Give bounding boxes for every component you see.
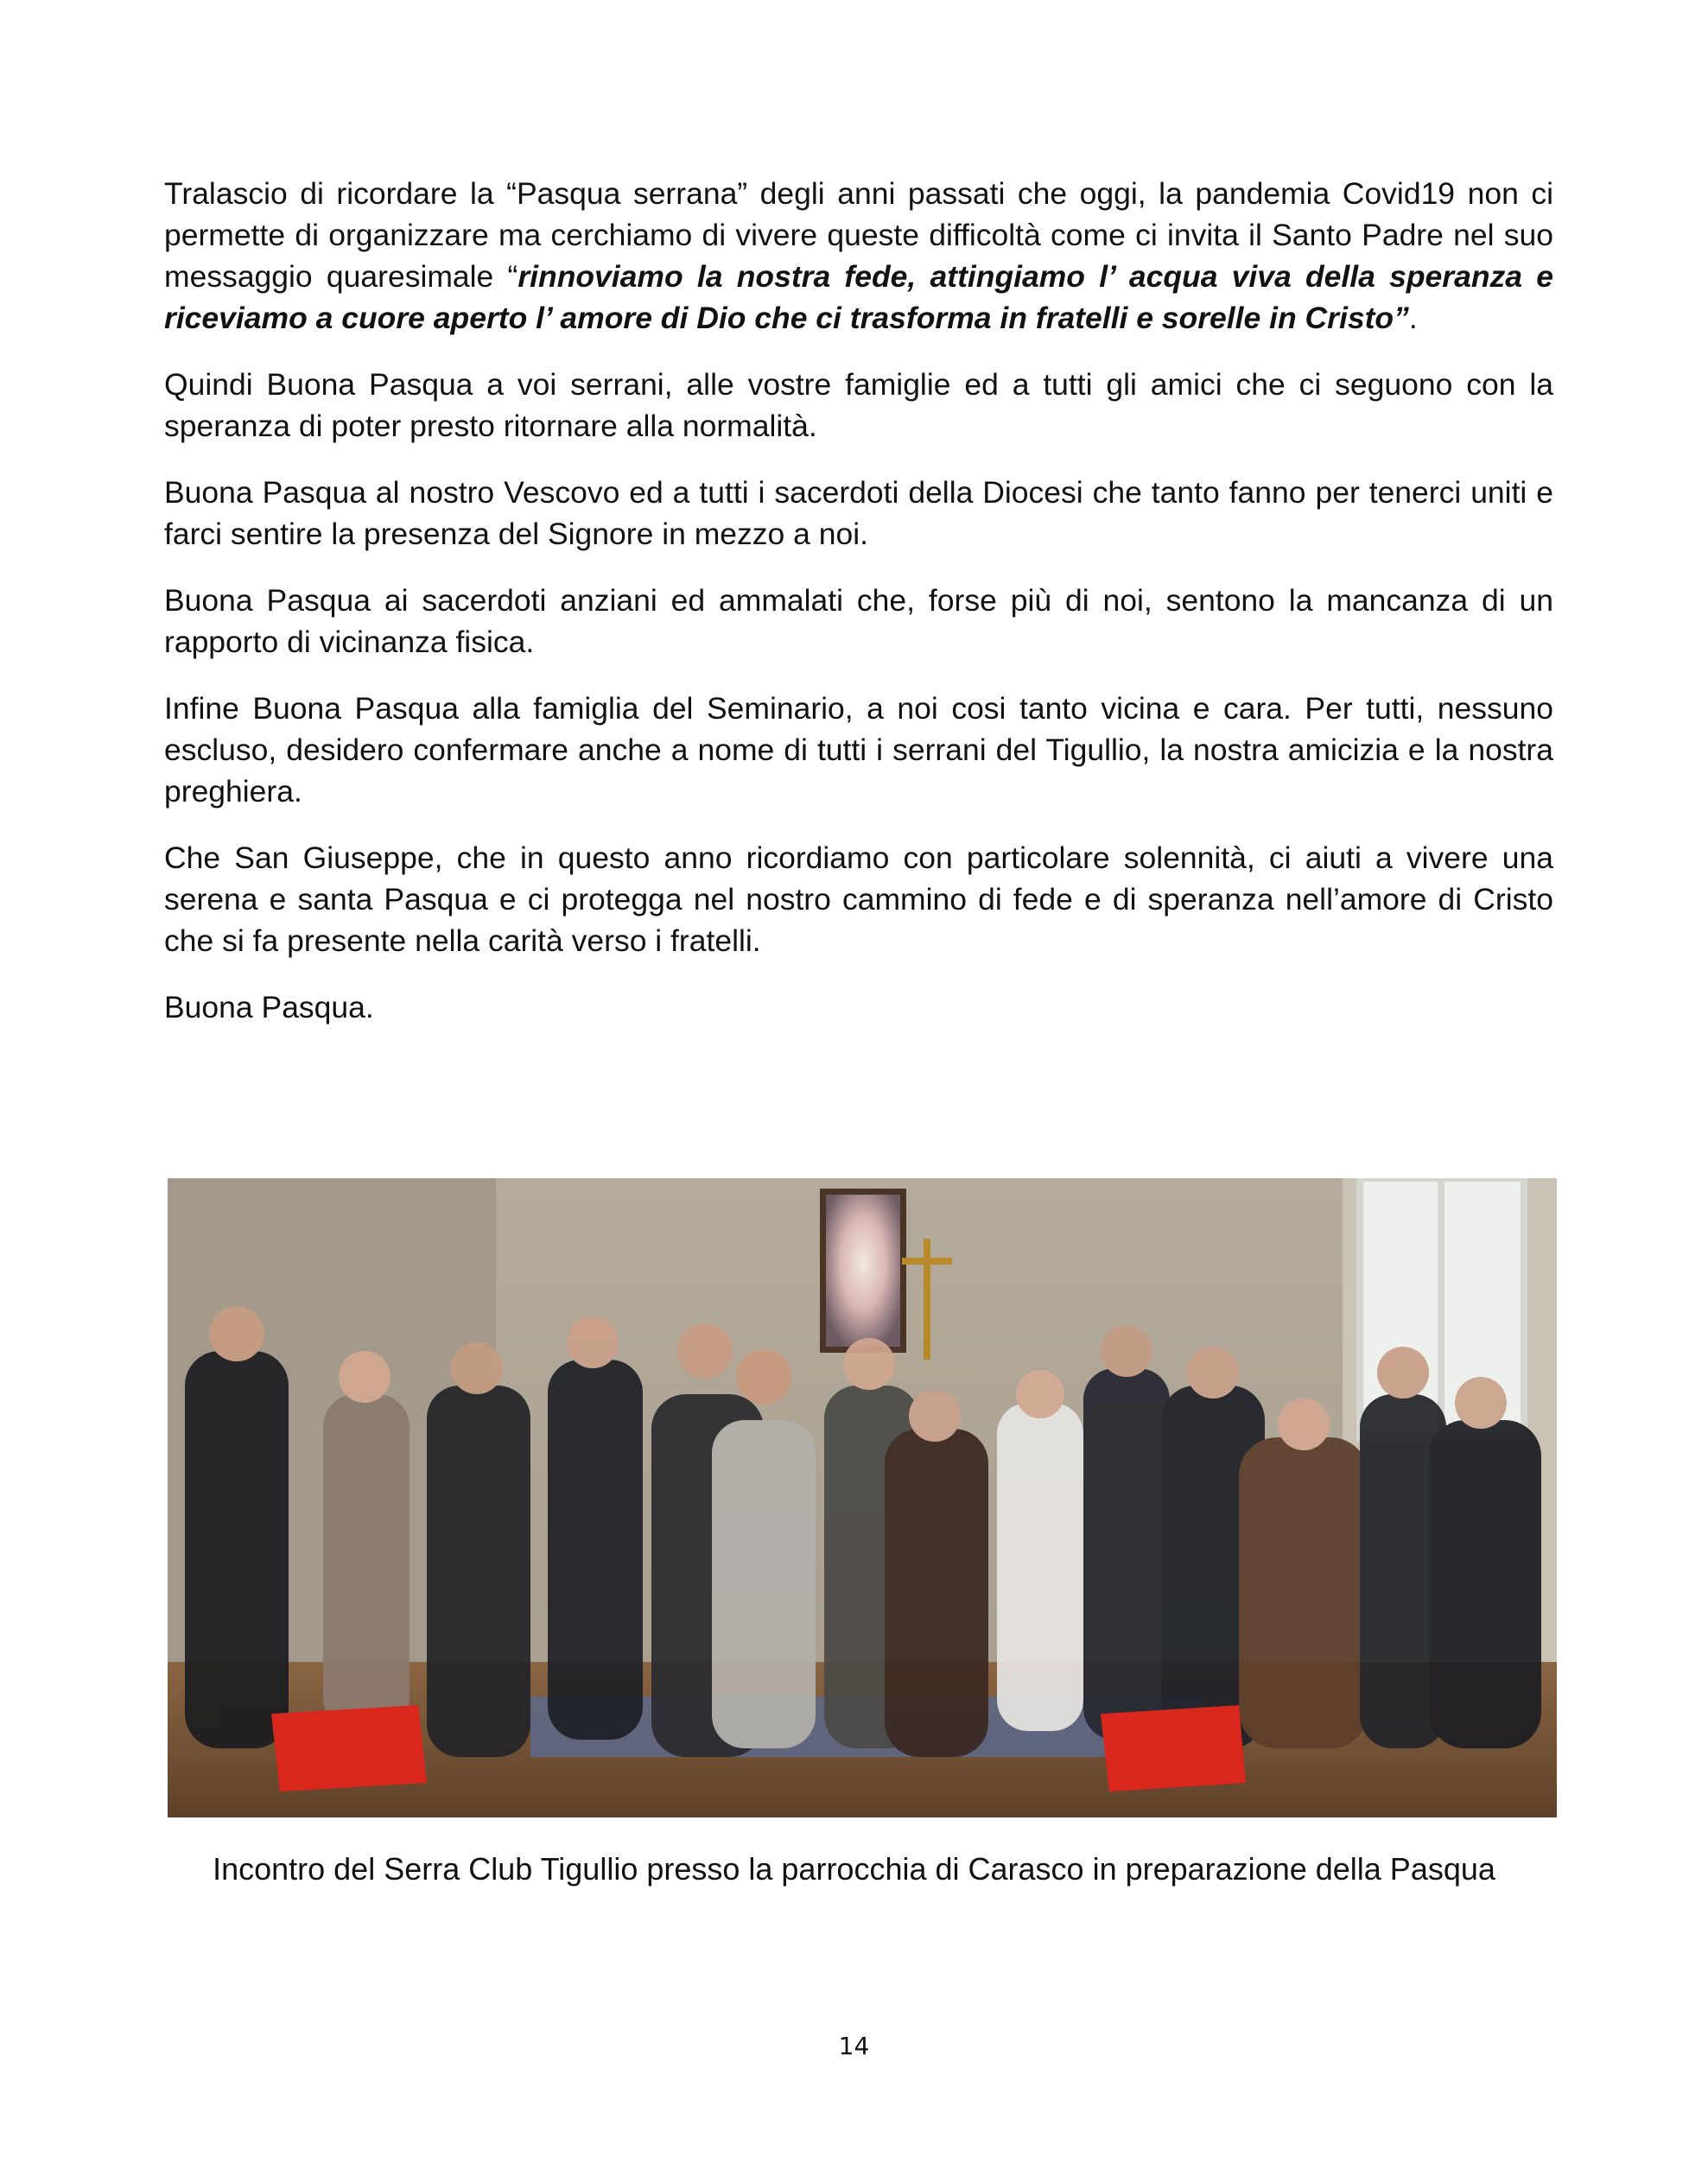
paragraph-greeting-serrani: Quindi Buona Pasqua a voi serrani, alle vostre famiglie ed a tutti gli amici che ci seguono con la speranza di poter presto ritornare alla normalità. <box>164 367 1553 443</box>
paragraph-intro <box>164 173 1553 339</box>
group-photo <box>168 1178 1557 1817</box>
paragraph-intro-text: Tralascio di ricordare la “Pasqua serrana” degli anni passati che oggi, la pandemia Covid19 non ci permette di organizzare ma cerchiamo di vivere queste difficoltà come ci invita il Santo Padre nel suo messaggio quaresimale “ <box>164 176 1553 294</box>
paragraph-greeting-elderly-priests: Buona Pasqua ai sacerdoti anziani ed ammalati che, forse più di noi, sentono la mancanza di un rapporto di vicinanza fisica. <box>164 583 1553 659</box>
paragraph-intro-end: . <box>1408 301 1418 335</box>
paragraph-greeting-seminary: Infine Buona Pasqua alla famiglia del Seminario, a noi cosi tanto vicina e cara. Per tutti, nessuno escluso, desidero confermare anche a nome di tutti i serrani del Tigullio, la nostra amicizia e la nostra preghiera. <box>164 691 1553 809</box>
photo-caption: Incontro del Serra Club Tigullio presso la parrocchia di Carasco in preparazione della Pasqua <box>213 1851 1495 1887</box>
pope-quote: rinnoviamo la nostra fede, attingiamo l’ acqua viva della speranza e riceviamo a cuore aperto l’ amore di Dio che ci trasforma in fratelli e sorelle in Cristo” <box>164 259 1553 335</box>
paragraph-closing: Buona Pasqua. <box>164 990 374 1024</box>
article-body <box>164 173 1553 1053</box>
paragraph-san-giuseppe: Che San Giuseppe, che in questo anno ricordiamo con particolare solennità, ci aiuti a vivere una serena e santa Pasqua e ci protegga nel nostro cammino di fede e di speranza nell’amore di Cristo che si fa presente nella carità verso i fratelli. <box>164 840 1553 958</box>
paragraph-greeting-bishop: Buona Pasqua al nostro Vescovo ed a tutti i sacerdoti della Diocesi che tanto fanno per tenerci uniti e farci sentire la presenza del Signore in mezzo a noi. <box>164 475 1553 551</box>
page-number: 14 <box>838 2032 870 2060</box>
